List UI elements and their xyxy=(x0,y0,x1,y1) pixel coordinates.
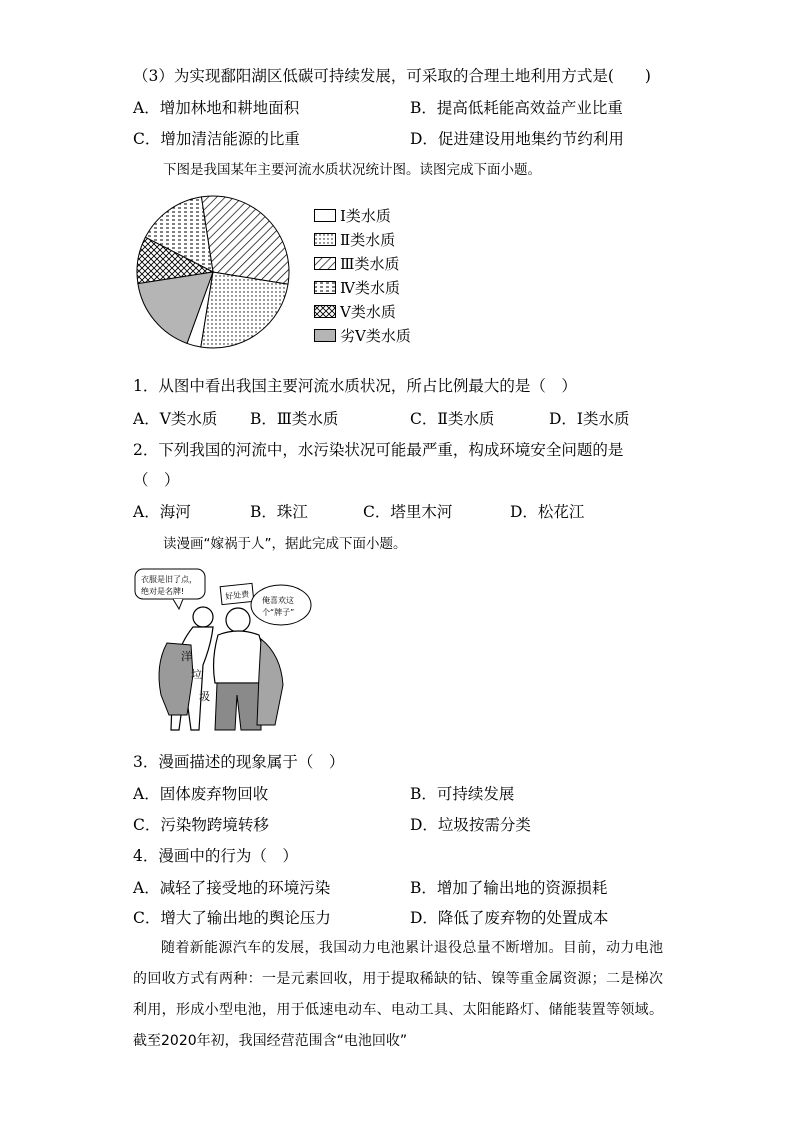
bubble-left-line2: 绝对是名牌! xyxy=(141,587,185,596)
bubble-right-line2: 个“牌子” xyxy=(262,608,295,617)
q3-option-a: A．固体废弃物回收 xyxy=(133,785,269,803)
legend-label-1: Ⅰ类水质 xyxy=(340,206,391,225)
garbage-char-3: 圾 xyxy=(199,690,210,703)
legend-item-3 xyxy=(314,253,399,273)
q4-option-c: C．增大了输出地的舆论压力 xyxy=(133,909,331,927)
legend-swatch-5 xyxy=(314,305,336,318)
passage-text: 随着新能源汽车的发展，我国动力电池累计退役总量不断增加。目前，动力电池的回收方式有两种：一是元素回收，用于提取稀缺的钴、镍等重金属资源；二是梯次利用，形成小型电池，用于低速电动车、电动工具、太阳能路灯、储能装置等领域。截至2020年初，我国经营范围含“电池回收” xyxy=(133,940,663,1049)
cartoon-illustration xyxy=(133,565,313,735)
legend-label-2: Ⅱ类水质 xyxy=(340,230,396,249)
chart-intro: 下图是我国某年主要河流水质状况统计图。读图完成下面小题。 xyxy=(163,162,541,178)
legend-item-2 xyxy=(314,229,395,249)
q1-option-b: B．Ⅲ类水质 xyxy=(250,410,339,428)
q2-option-a: A．海河 xyxy=(133,503,191,521)
pie-slice-3 xyxy=(201,196,289,284)
option-b: B．提高低耗能高效益产业比重 xyxy=(410,99,623,117)
legend-swatch-2 xyxy=(314,233,336,246)
question-1-stem: 1．从图中看出我国主要河流水质状况，所占比例最大的是（ ） xyxy=(133,377,577,395)
question-3-stem: 3．漫画描述的现象属于（ ） xyxy=(133,753,345,771)
q4-option-a: A．减轻了接受地的环境污染 xyxy=(133,879,331,897)
legend-item-5 xyxy=(314,301,396,321)
q1-option-d: D．Ⅰ类水质 xyxy=(549,410,630,428)
bubble-right-line1: 俺喜欢这 xyxy=(262,596,294,605)
cartoon-intro: 读漫画“嫁祸于人”，据此完成下面小题。 xyxy=(163,536,407,552)
question-2-stem: 2．下列我国的河流中，水污染状况可能最严重，构成环境安全问题的是 xyxy=(133,441,624,459)
q2-option-b: B．珠江 xyxy=(250,503,308,521)
q4-option-b: B．增加了输出地的资源损耗 xyxy=(410,879,608,897)
q1-option-a: A．Ⅴ类水质 xyxy=(133,410,218,428)
bubble-left-line1: 衣服是旧了点， xyxy=(141,575,197,584)
option-a: A．增加林地和耕地面积 xyxy=(133,99,300,117)
man-shirt xyxy=(214,631,264,683)
legend-label-6: 劣Ⅴ类水质 xyxy=(340,326,411,345)
legend-label-5: Ⅴ类水质 xyxy=(340,302,396,321)
option-d: D．促进建设用地集约节约利用 xyxy=(410,130,624,148)
battery-passage xyxy=(133,933,663,1057)
question-3-prev-stem: （3）为实现鄱阳湖区低碳可持续发展，可采取的合理土地利用方式是( ) xyxy=(133,67,651,85)
left-figure-head xyxy=(193,607,213,627)
option-c: C．增加清洁能源的比重 xyxy=(133,130,300,148)
man-head xyxy=(226,608,250,632)
legend-item-4 xyxy=(314,277,400,297)
question-2-stem-blank: （ ） xyxy=(133,471,180,489)
legend-item-1 xyxy=(314,205,391,225)
q3-option-d: D．垃圾按需分类 xyxy=(410,816,531,834)
q2-option-d: D．松花江 xyxy=(510,503,585,521)
legend-label-3: Ⅲ类水质 xyxy=(340,254,400,273)
legend-swatch-6 xyxy=(314,329,336,342)
question-4-stem: 4．漫画中的行为（ ） xyxy=(133,847,298,865)
garbage-char-2: 垃 xyxy=(191,668,202,681)
q3-option-b: B．可持续发展 xyxy=(410,785,515,803)
q4-option-d: D．降低了废弃物的处置成本 xyxy=(410,909,609,927)
q2-option-c: C．塔里木河 xyxy=(363,503,453,521)
garbage-coat-right xyxy=(257,639,283,725)
legend-swatch-1 xyxy=(314,209,336,222)
right-speech-bubble xyxy=(251,585,311,625)
q1-option-c: C．Ⅱ类水质 xyxy=(410,410,495,428)
garbage-char-1: 洋 xyxy=(181,650,192,663)
q3-option-c: C．污染物跨境转移 xyxy=(133,816,269,834)
legend-item-6 xyxy=(314,325,411,345)
cartoon-drawing xyxy=(133,565,313,735)
legend-swatch-3 xyxy=(314,257,336,270)
pie-slice-2 xyxy=(201,272,288,348)
legend-label-4: Ⅳ类水质 xyxy=(340,278,400,297)
sign-text: 好处费 xyxy=(224,589,250,602)
man-trousers xyxy=(215,683,261,730)
legend-swatch-4 xyxy=(314,281,336,294)
